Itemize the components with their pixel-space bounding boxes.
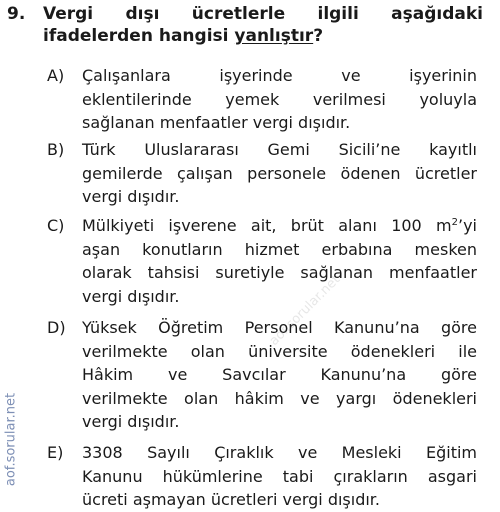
- option-line: aşan konutların hizmet erbabına mesken: [82, 239, 477, 259]
- option-letter: E): [47, 443, 64, 462]
- superscript-exponent: 2: [451, 217, 458, 228]
- question-mark: ?: [313, 26, 324, 46]
- option-line: ücreti aşmayan ücretleri vergi dışıdır.: [82, 490, 380, 510]
- option-line: verilmekte olan hâkim ve yargı ödenekleri: [82, 388, 477, 408]
- option-line: gemilerde çalışan personele ödenen ücretler: [82, 163, 477, 183]
- diagonal-watermark: aof.sorular.net: [266, 272, 344, 349]
- option-line: verilmekte olan üniversite ödenekleri ile: [82, 341, 477, 361]
- option-line: Hâkim ve Savcılar Kanunu’na göre: [82, 365, 477, 385]
- option-line: vergi dışıdır.: [82, 412, 180, 432]
- question-stem: [43, 3, 483, 47]
- option-line: vergi dışıdır.: [82, 286, 180, 306]
- option-line: Çalışanlara işyerinde ve işyerinin: [82, 66, 477, 85]
- option-line: Türk Uluslararası Gemi Sicili’ne kayıtlı: [82, 140, 477, 159]
- option-letter: A): [47, 66, 65, 85]
- option-text: [82, 64, 477, 135]
- option-line: vergi dışıdır.: [82, 187, 180, 207]
- question-stem-line: Vergi dışı ücretlerle ilgili aşağıdaki: [43, 4, 483, 24]
- question-stem-text: ifadelerden hangisi: [43, 26, 235, 46]
- option-line: 3308 Sayılı Çıraklık ve Mesleki Eğitim: [82, 443, 477, 462]
- option-letter: C): [47, 216, 65, 235]
- option-text: [82, 138, 477, 209]
- option-line: eklentilerinde yemek verilmesi yoluyla: [82, 89, 477, 109]
- option-letter: D): [47, 318, 66, 337]
- question-emphasis-word: yanlıştır: [234, 26, 314, 46]
- option-letter: B): [47, 140, 65, 159]
- option-text: [82, 441, 477, 512]
- option-text: [82, 214, 477, 308]
- option-line-text: Mülkiyeti işverene ait, brüt alanı 100 m: [82, 216, 452, 235]
- option-line: sağlanan menfaatler vergi dışıdır.: [82, 113, 351, 133]
- question-number: 9.: [7, 4, 26, 24]
- option-line: olarak tahsisi suretiyle sağlanan menfaatler: [82, 263, 477, 283]
- option-line-suffix: ’yi: [458, 216, 477, 235]
- question-stem-line: [43, 25, 483, 47]
- option-line: [82, 214, 477, 238]
- side-watermark: aof.sorular.net: [3, 392, 19, 487]
- option-line: Kanunu hükümlerine tabi çırakların asgari: [82, 466, 477, 486]
- option-line: Yüksek Öğretim Personel Kanunu’na göre: [82, 318, 477, 337]
